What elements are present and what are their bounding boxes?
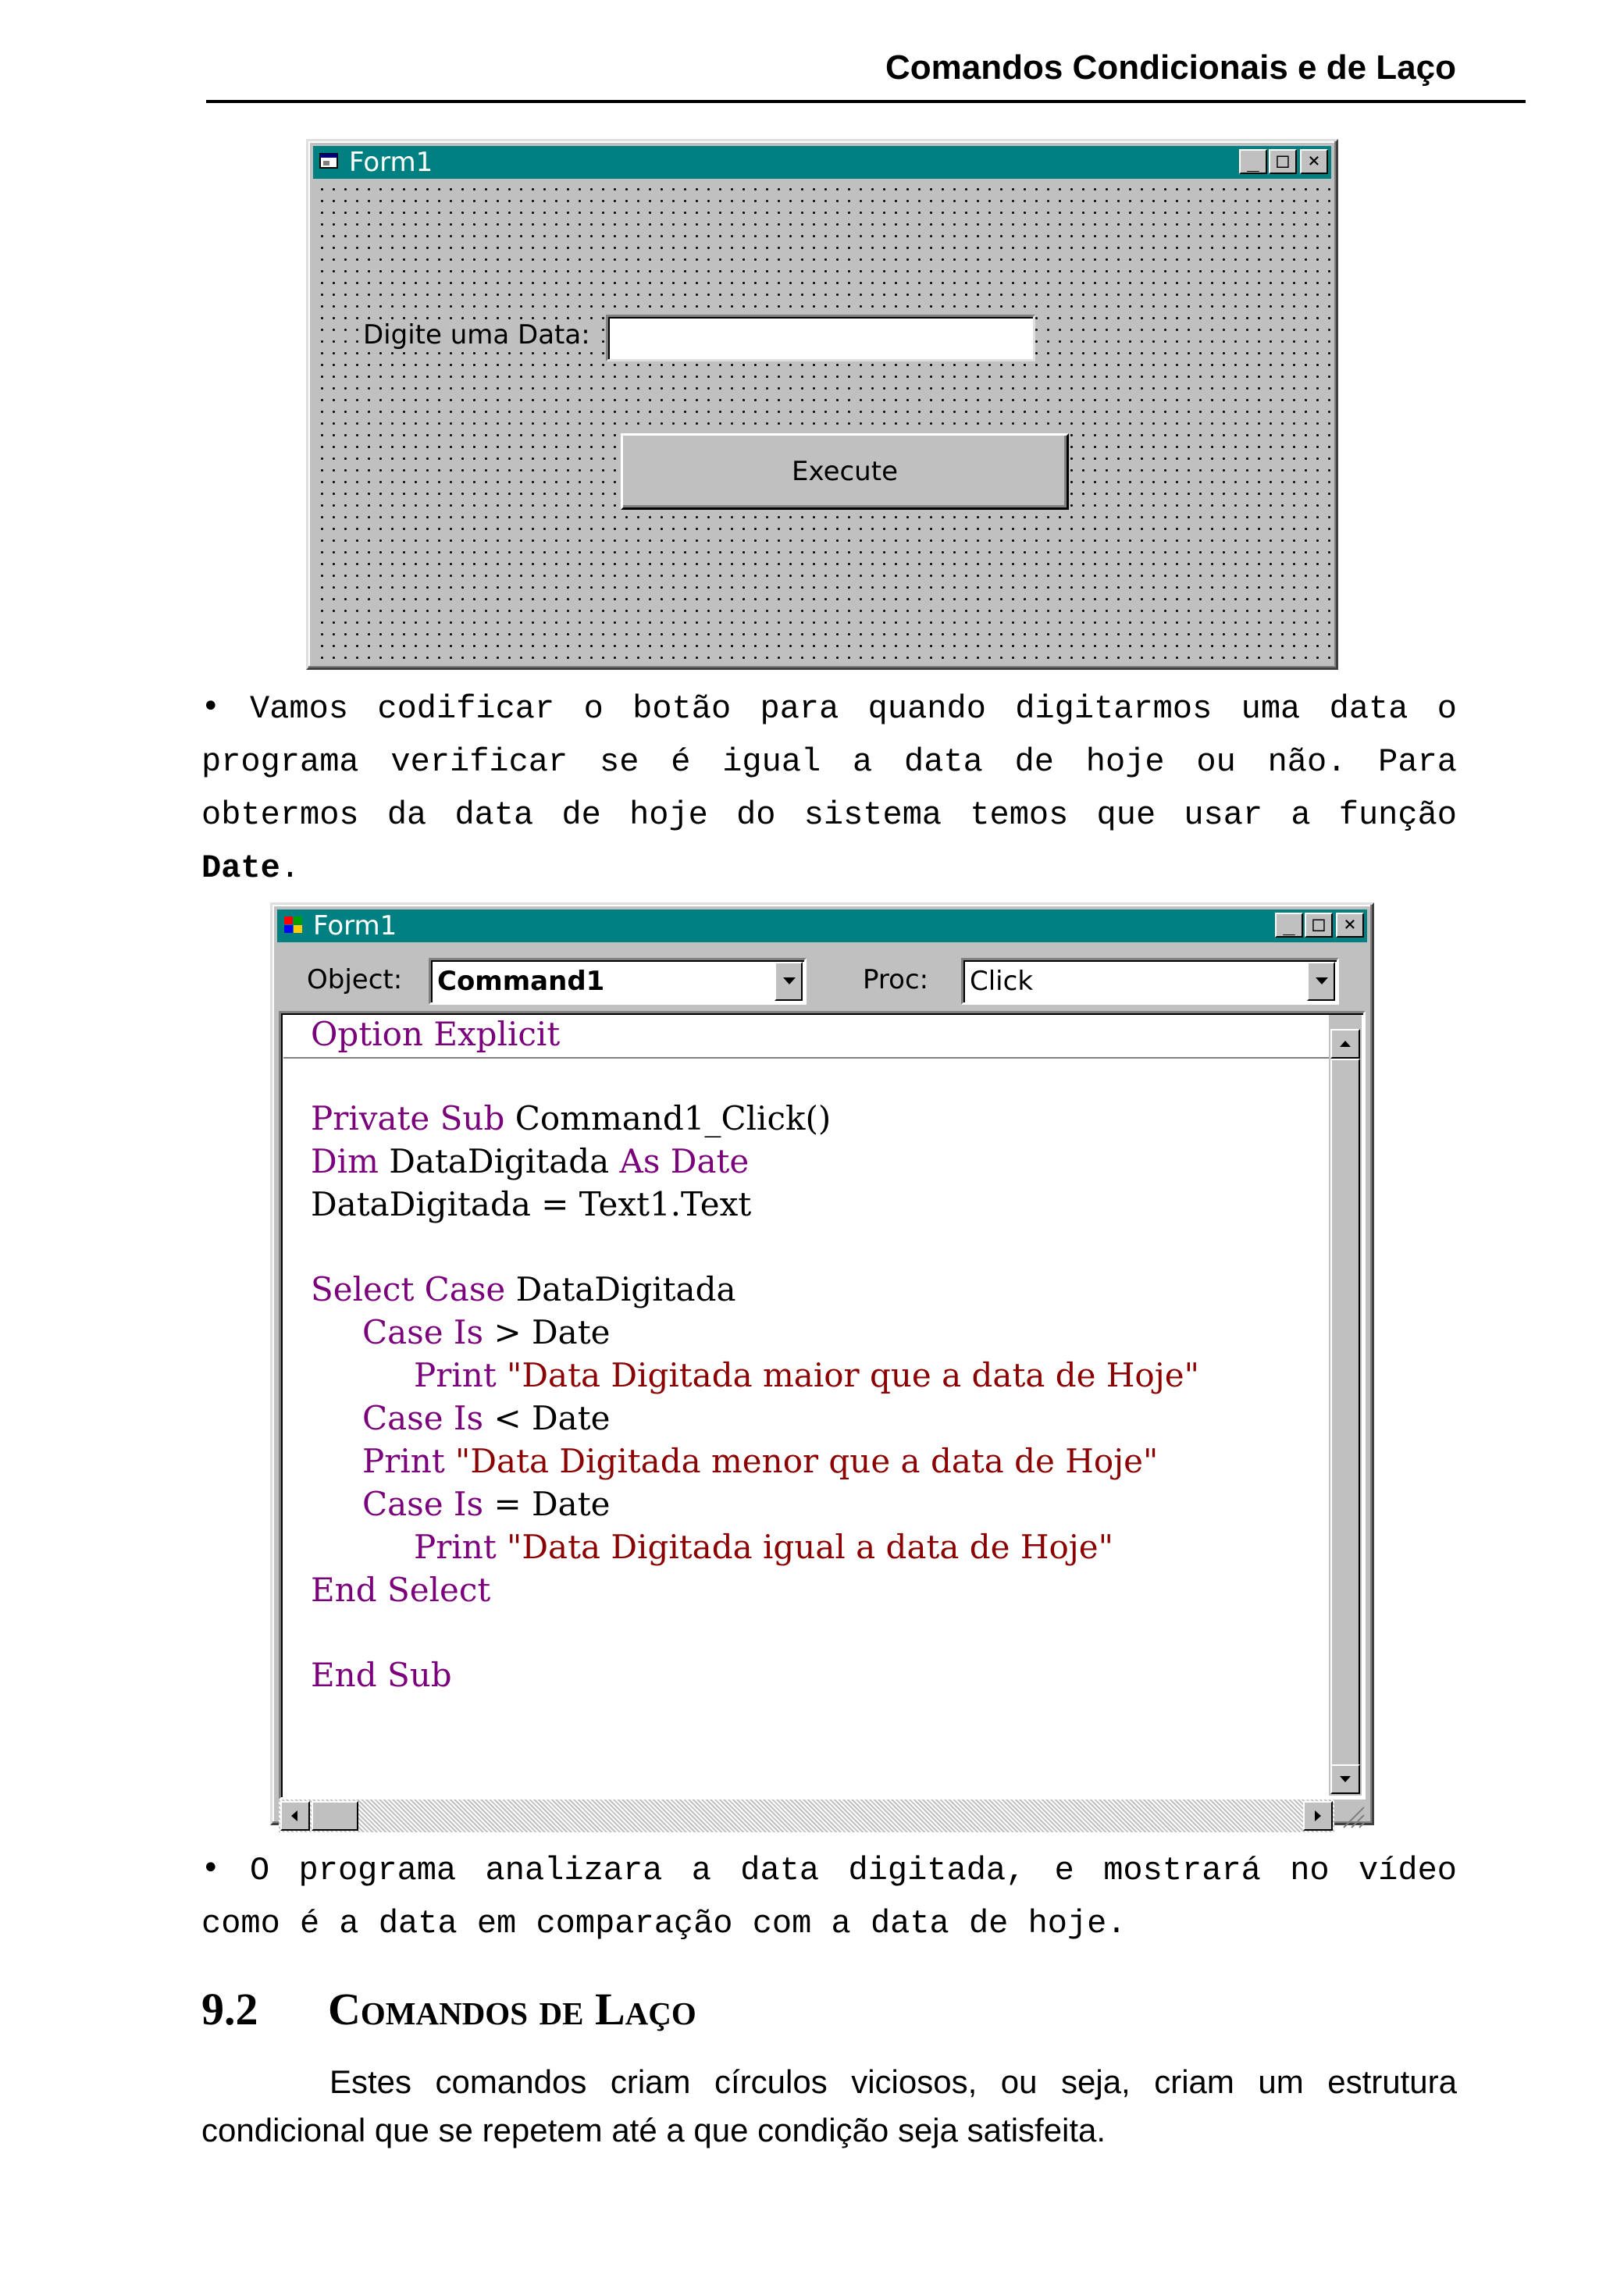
arrow-left-icon: [282, 1803, 308, 1829]
code-keyword: Print: [362, 1442, 445, 1480]
scroll-down-button[interactable]: [1330, 1764, 1360, 1794]
object-label: Object:: [307, 964, 403, 995]
bullet-1: •: [201, 689, 220, 724]
paragraph-2: O programa analizara a data digitada, e mostrará no vídeo como é a data em comparação com a data de hoje.: [201, 1852, 1457, 1942]
code-line-9: [362, 1440, 1158, 1483]
declarations-separator: [283, 1057, 1329, 1059]
code-close-button[interactable]: ×: [1336, 913, 1364, 938]
code-keyword: Select Case: [311, 1270, 506, 1308]
code-keyword: Case Is: [362, 1399, 484, 1437]
code-maximize-button[interactable]: □: [1305, 913, 1333, 938]
code-line-10: [362, 1483, 610, 1525]
code-line-5: [311, 1269, 736, 1311]
form-icon: [319, 152, 340, 171]
scroll-up-button[interactable]: [1330, 1029, 1360, 1059]
code-text: Command1_Click(): [504, 1099, 832, 1137]
code-keyword: End Select: [311, 1571, 491, 1609]
proc-combobox[interactable]: [961, 958, 1339, 1005]
code-editor[interactable]: [279, 1011, 1366, 1799]
code-keyword: As Date: [619, 1142, 750, 1180]
code-line-2: [311, 1098, 831, 1140]
chevron-down-icon: [1316, 977, 1328, 984]
form-designer-window: [306, 139, 1338, 670]
code-line-6: [362, 1312, 610, 1354]
code-line-8: [362, 1397, 610, 1440]
code-line-1: [311, 1013, 560, 1055]
date-label[interactable]: Digite uma Data:: [358, 319, 595, 351]
arrow-up-icon: [1332, 1031, 1359, 1057]
code-keyword: End Sub: [311, 1656, 452, 1694]
object-combobox[interactable]: [429, 958, 807, 1005]
proc-combobox-value: Click: [970, 966, 1034, 997]
code-text: = Date: [483, 1485, 611, 1523]
code-string: "Data Digitada menor que a data de Hoje": [444, 1442, 1159, 1480]
object-dropdown-button[interactable]: [775, 962, 803, 1001]
code-text: < Date: [483, 1399, 611, 1437]
hscroll-thumb[interactable]: [312, 1801, 358, 1831]
paragraph-1-bold-term: Date: [201, 849, 280, 887]
bullet-2: •: [201, 1850, 220, 1886]
code-minimize-button[interactable]: _: [1275, 913, 1303, 938]
code-string: "Data Digitada maior que a data de Hoje": [496, 1356, 1199, 1394]
scroll-right-button[interactable]: [1303, 1801, 1333, 1831]
code-text: > Date: [483, 1313, 611, 1351]
code-line-11: [414, 1526, 1113, 1568]
code-line-3: [311, 1141, 749, 1183]
code-window-title: Form1: [313, 910, 397, 942]
section-number: 9.2: [201, 1984, 258, 2034]
code-line-12: [311, 1569, 490, 1611]
page-header-title: Comandos Condicionais e de Laço: [885, 48, 1456, 87]
code-text: DataDigitada: [505, 1270, 736, 1308]
scroll-thumb[interactable]: [1330, 1059, 1360, 1785]
minimize-button[interactable]: _: [1239, 149, 1267, 174]
arrow-down-icon: [1332, 1766, 1359, 1792]
maximize-button[interactable]: □: [1269, 149, 1297, 174]
code-text: DataDigitada: [378, 1142, 620, 1180]
section-title: Comandos de Laço: [328, 1984, 696, 2034]
code-window: [270, 902, 1374, 1825]
code-line-7: [414, 1354, 1199, 1397]
horizontal-scrollbar[interactable]: [279, 1799, 1334, 1832]
header-rule: [206, 100, 1526, 103]
code-keyword: Option Explicit: [311, 1015, 561, 1053]
arrow-right-icon: [1305, 1803, 1331, 1829]
form-designer-title: Form1: [349, 147, 433, 178]
code-line-13: [311, 1654, 452, 1696]
code-keyword: Case Is: [362, 1485, 484, 1523]
vb-project-icon: [283, 916, 304, 934]
code-keyword: Case Is: [362, 1313, 484, 1351]
paragraph-1: [201, 682, 1457, 895]
proc-label: Proc:: [863, 964, 929, 995]
resize-grip-icon[interactable]: [1337, 1801, 1367, 1831]
paragraph-3: Estes comandos criam círculos viciosos, ou seja, criam um estrutura condicional que se repetem até a que condição seja satisfeita.: [201, 2063, 1457, 2148]
code-string: "Data Digitada igual a data de Hoje": [496, 1528, 1113, 1566]
code-window-titlebar[interactable]: [277, 910, 1367, 942]
form-grid-surface[interactable]: [313, 180, 1331, 663]
proc-dropdown-button[interactable]: [1307, 962, 1335, 1001]
code-keyword: Private Sub: [311, 1099, 505, 1137]
code-keyword: Print: [414, 1356, 497, 1394]
paragraph-1-end: .: [280, 849, 301, 887]
execute-button[interactable]: Execute: [621, 433, 1069, 510]
code-keyword: Print: [414, 1528, 497, 1566]
scroll-left-button[interactable]: [280, 1801, 310, 1831]
code-keyword: Dim: [311, 1142, 379, 1180]
paragraph-1-text: Vamos codificar o botão para quando digitarmos uma data o programa verificar se é igual a data de hoje ou não. Para obtermos da data de hoje do sistema temos que usar a função: [201, 690, 1457, 834]
code-line-4: DataDigitada = Text1.Text: [311, 1185, 752, 1223]
object-combobox-value: Command1: [437, 966, 605, 997]
vertical-scrollbar[interactable]: [1329, 1015, 1362, 1796]
form-designer-titlebar[interactable]: [313, 146, 1331, 179]
date-textbox[interactable]: [606, 315, 1035, 361]
chevron-down-icon: [783, 977, 796, 984]
close-button[interactable]: ×: [1300, 149, 1328, 174]
